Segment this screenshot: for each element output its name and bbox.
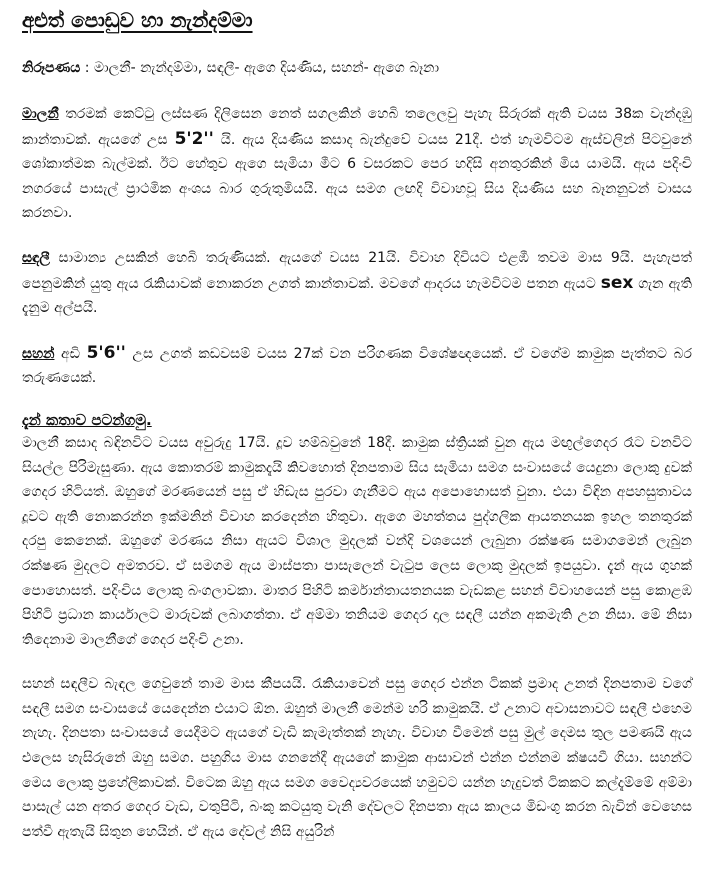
intro-label: නිරූපණය [22,60,81,76]
sahan-paragraph [22,341,692,391]
sahan-height: 5'6'' [86,342,126,363]
malani-text-2: යි. ඇය දියණිය කසාද බැන්දුවේ වයස 21දී. එත් හැමවිටම ඇස්වලින් පිටවුනේ ශෝකාත්මක බැල්මක්. ඊට හේතුව ඇගෙ සැමියා මීට 6 වසරකට පෙර හදිසි අනතුරකින් මිය යාමයි. ඇය පදිංචි නගරයේ පාසැල් ප්‍රාථමික අංශය බාර ගුරුතුමියයි. ඇය සමග ලඟදි විවාහවූ සිය දියණිය සහ බෑනනුවන් වාසය කරනවා. [22,131,693,222]
document-title: අළුත් පොඩුව හා නැන්දම්මා [22,8,253,32]
story-heading: දැන් කතාව පටන්ගමු. [22,410,152,429]
malani-name: මාලනී [22,106,59,122]
story-paragraph-1: මාලනී කසාද බඳිනවිට වයස අවුරුදු 17යි. දූව හම්බවුනේ 18දී. කාමුක ස්ත්‍රියක් වුන ඇය මඟුල්ගෙදර රෑට වනවිට සියල්ල පිරිමැසුණා. ඇය කොතරම් කාමුකදැයි කිවහොත් දිනපතාම සිය සැමියා සමග සංවාසයේ යෙදුනා ලොකු දුවක් ගෙදර හිටියත්. ඔහුගේ මරණයෙන් පසු ඒ හිඩැස පුරවා ගැනීමට ඇය අපොහොසත් වුනා. එයා විඳින අපහසුතාවය දූවට ඇති නොකරන්න ඉක්මනින් විවාහ කරදෙන්න හිතුවා. ඇගෙ මහත්තය පුද්ගලික ආයතනයක ඉහල තනතුරක් දරපු කෙනෙක්. ඔහුගේ මරණය නිසා ඇයට විශාල මුදලක් වන්දි වශයෙන් ලැබුනා රක්ෂණ සමාගමෙන් ලැබුන රක්ෂණ මුදලට අමතරව. ඒ සමගම ඇය මාස්පතා පාසැලෙන් වැටුප ලෙස ලොකු මුදලක් ඉපයුවා. දැන් ඇය ගුහක් පොහොසත්. පදිංචිය ලොකු බංගලාවකා. මාතර පිහිටි කර්මාන්තායතනයක වැඩකළ සහන් විවාහයෙන් පසු කොළඹ පිහිටි ප්‍රධාන කාර්යාලට මාරුවක් ලබාගත්තා. ඒ අම්මා තනියම ගෙදර දාල සඳලී යන්න අකමැති උන නිසා. මේ නිසා තිදෙනාම මාලනීගේ ගෙදර පදිංචි උනා. [22,434,692,648]
sandali-text-1: සාමාන්‍ය උසකින් හෙබි තරුණියක්. ඇයගේ වයස 21යි. විවාහ දිවියට එළඹී තවම මාස 9යි. පැහැපත් පෙනුමකින් යුතු ඇය රැකියාවක් නොකරන උගත් කාන්තාවක්. මවගේ ආදරය හැමවිටම පතන ඇයට [22,249,692,292]
intro-text: : මාලනී- නැන්දම්මා, සඳලී- ඇගෙ දියණිය, සහන්- ඇගෙ බෑනා [80,60,440,76]
sandali-text-2: ගැන ඇති දැනුම අල්පයි. [22,275,692,317]
sahan-text-1: අඩි [54,345,87,362]
character-intro [22,56,692,80]
malani-height: 5'2'' [174,128,214,149]
sahan-name: සහන් [22,345,55,362]
sandali-name: සඳලී [22,249,50,266]
story-paragraph-2: සහන් සඳලීව බැඳල ගෙවුනේ තාම මාස කීපයයි. රැකියාවෙන් පසු ගෙදර එන්න ටිකක් ප්‍රමාද උනත් දිනපතාම වගේ සඳලී සමග සංවාසයේ යෙදෙන්න එයාට ඕන. ඔහුත් මාලනී මෙන්ම හරි කාමුකයි. ඒ උනාට අවාසනාවට සඳලී එහෙම නැහැ. දිනපතා සංවාසයේ යෙදීමට ඇයගේ වැඩි කැමැත්තක් නැහැ. විවාහ වීමෙන් පසු මුල් දෙමස තුල පමණයි ඇය එලෙස හැසිරුනේ ඔහු සමග. පහුගිය මාස ගනනේදී ඇයගේ කාමුක ආසාවන් එන්න එන්නම ක්ෂයවී ගියා. සහන්ට මෙය ලොකු ප්‍රහේලිකාවක්. විටෙක ඔහු ඇය සමග වෛද්‍යවරයෙක් හමුවට යන්න හැදුවත් ටිකකට කල්දැම්මේ අම්මා පාසැල් යන අතර ගෙදර වැඩ, වතුපිටි, බංකු කටයුතු වැනි දේවලට දිනපතා ඇය කාලය මිඩංගු කරන බැවින් වෙහෙස පත්වී ඇතැයි සිතුන හෙයින්. ඒ ඇය දේවල් නිසි අයුරින් [22,676,692,840]
sahan-text-2: උස උගත් කඩවසම් වයස 27ක් වන පරිගණක විශේෂඥයෙක්. ඒ වගේම කාමුක පැත්තට බර තරුණයෙක්. [22,345,692,387]
sandali-paragraph [22,246,692,321]
sandali-sex-word: sex [600,272,634,293]
malani-paragraph [22,102,692,226]
malani-text-1: තරමක් කෙට්ටු ලස්සණ දිලිසෙන නෙත් සගලකින් හෙබි තලෙලවු පැහැ සිරුරක් ඇති වයස 38ක වැන්දඹු කාන්තාවක්. ඇයගේ උස [22,106,692,148]
